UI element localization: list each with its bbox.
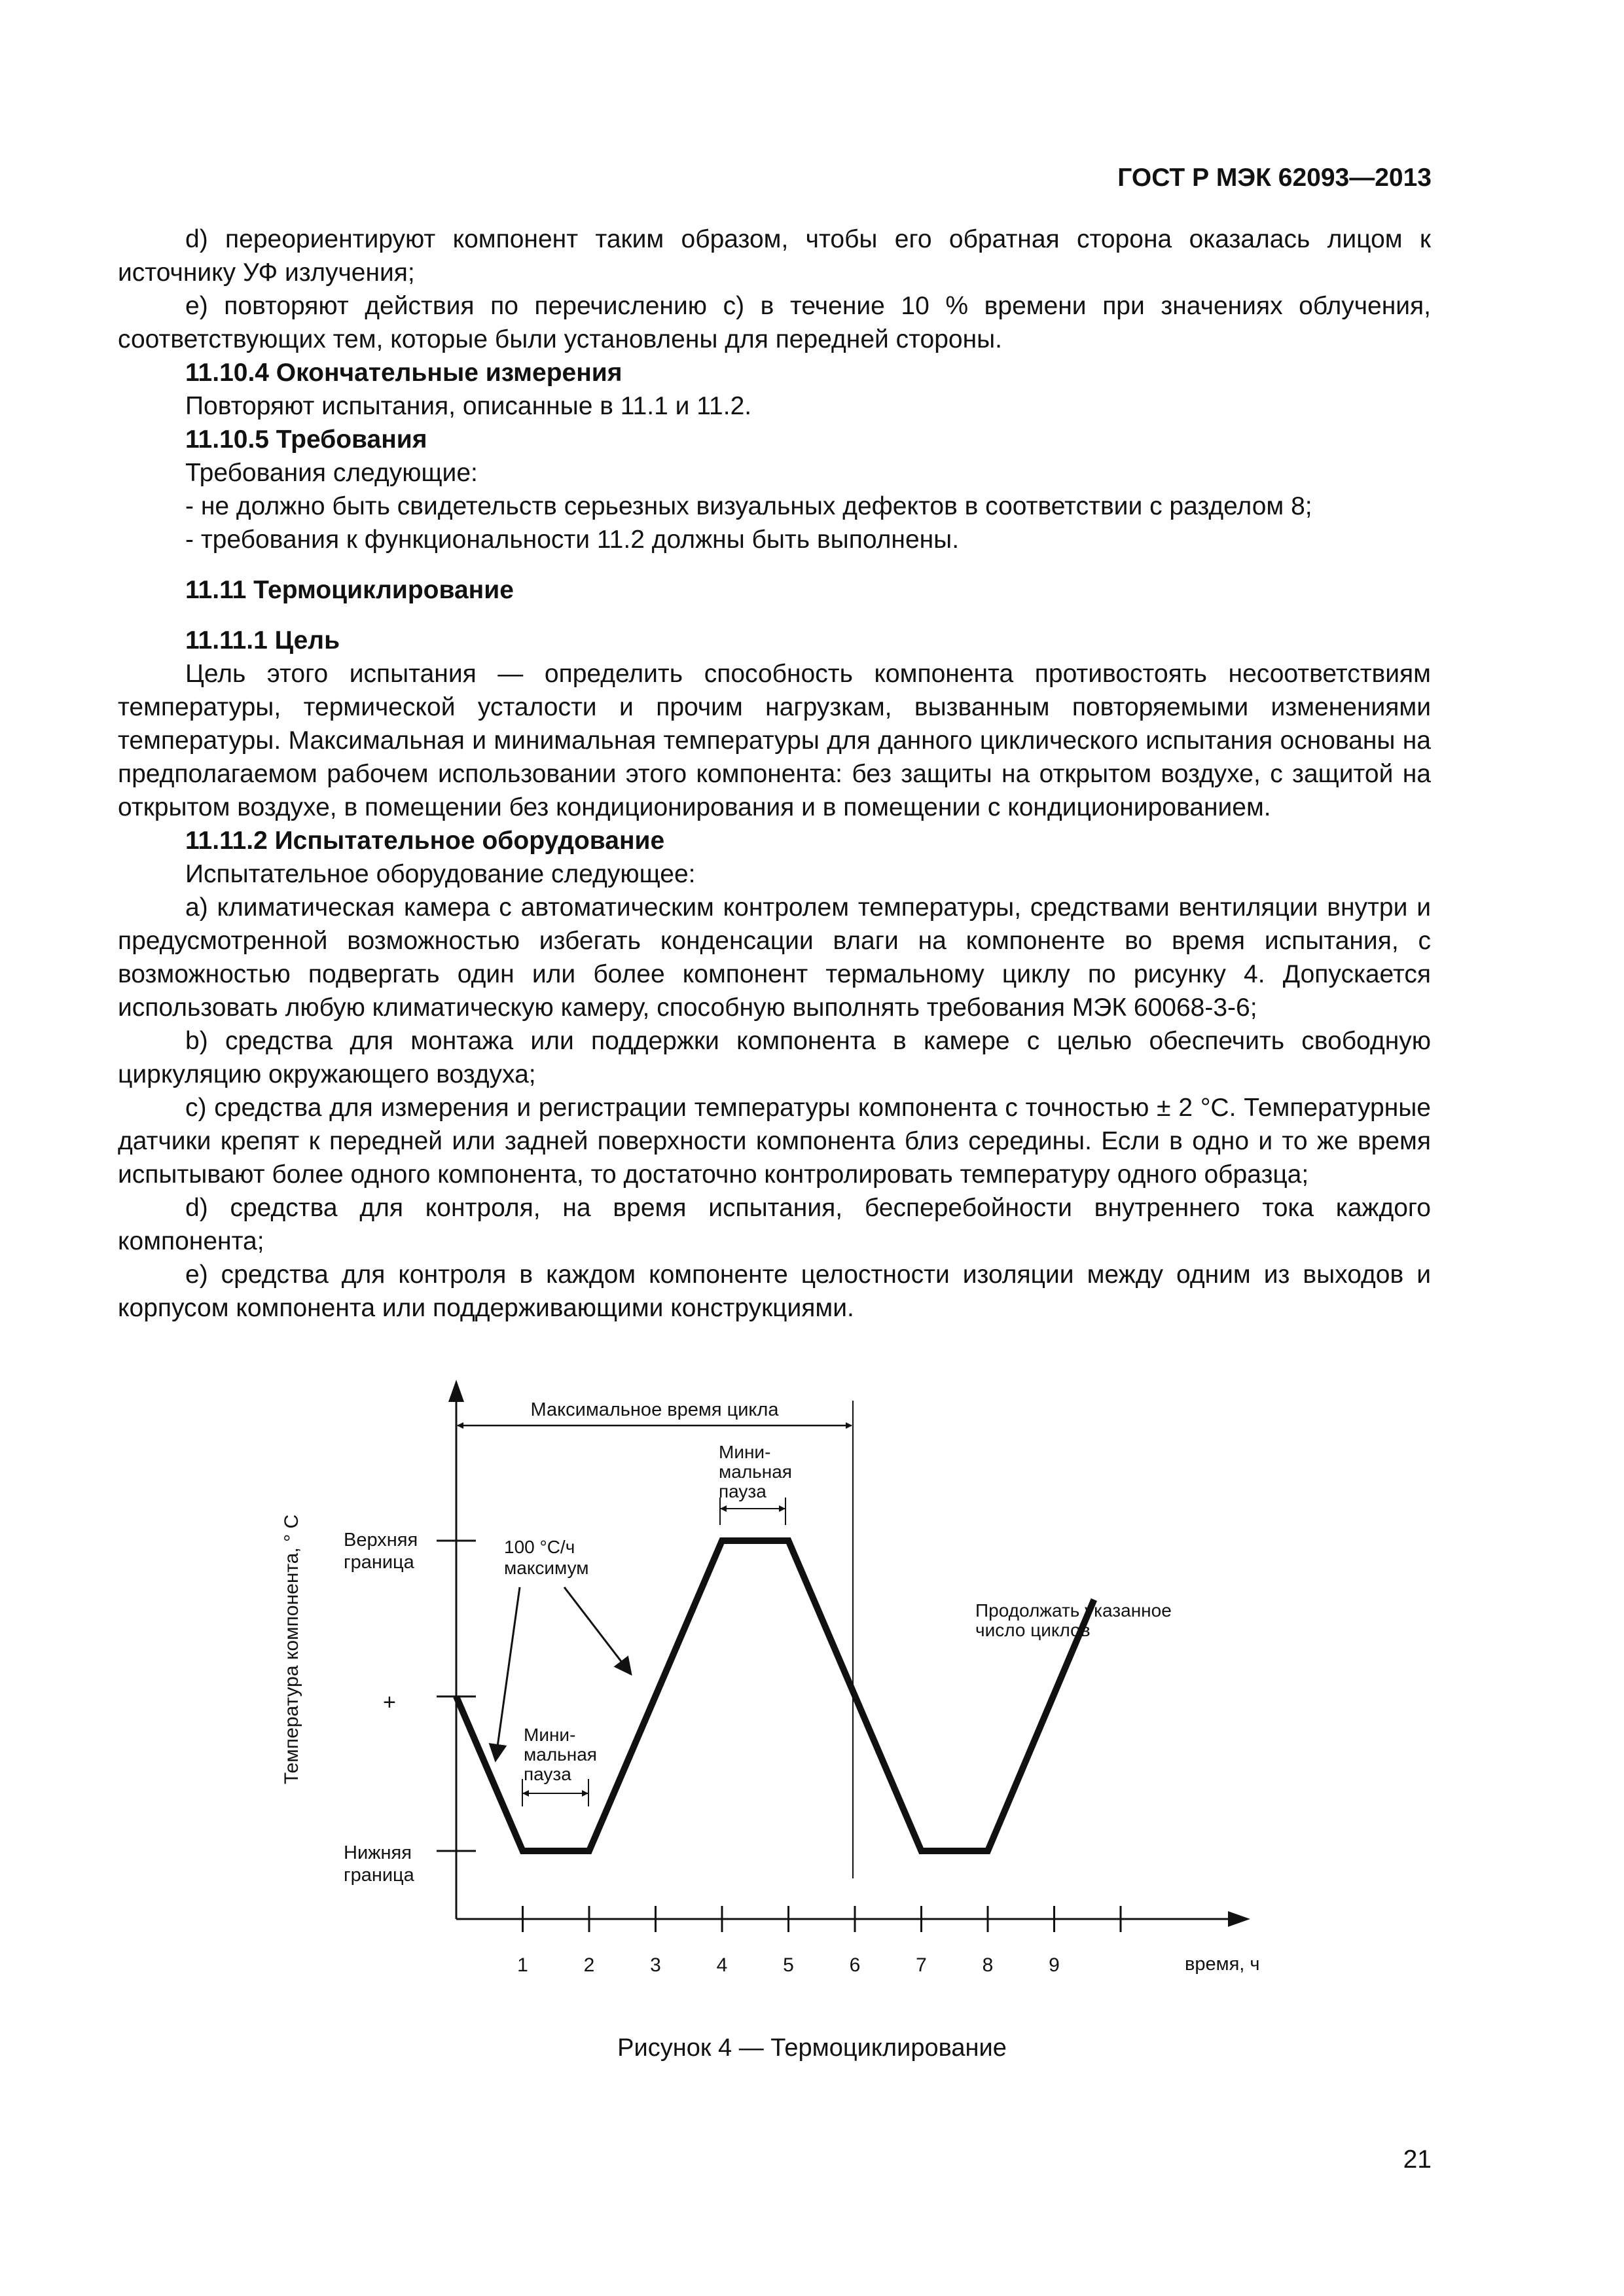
x-axis-arrow-icon bbox=[1228, 1911, 1250, 1927]
equipment-item-c: с) средства для измерения и регистрации температуры компонента с точностью ± 2 °С. Температурные датчики крепят к передней или задней поверхности компонента близ середины. Если в одно и то же время испытывают более одного компонента, то достаточно контролировать температуру одного образца; bbox=[118, 1094, 1431, 1189]
upper-limit-label-1: Верхняя bbox=[344, 1530, 418, 1551]
paragraph-final-measurements: Повторяют испытания, описанные в 11.1 и 11.2. bbox=[185, 392, 752, 420]
x-tick-label: 4 bbox=[716, 1954, 728, 1976]
top-pause-label-1: Мини- bbox=[719, 1442, 771, 1462]
heading-11-10-5: 11.10.5 Требования bbox=[185, 425, 427, 454]
bottom-pause-label-3: пауза bbox=[524, 1764, 571, 1784]
requirement-item-2: - требования к функциональности 11.2 должны быть выполнены. bbox=[185, 526, 960, 554]
rate-arrow-right bbox=[564, 1587, 631, 1674]
continue-label-1: Продолжать указанное bbox=[975, 1600, 1172, 1621]
heading-11-11: 11.11 Термоциклирование bbox=[185, 576, 514, 604]
bottom-pause-label-2: мальная bbox=[524, 1744, 597, 1765]
heading-11-11-1: 11.11.1 Цель bbox=[185, 626, 340, 655]
paragraph-equipment-intro: Испытательное оборудование следующее: bbox=[185, 860, 696, 888]
continue-label-2: число циклов bbox=[975, 1620, 1091, 1640]
x-axis-label: время, ч bbox=[1185, 1954, 1260, 1975]
equipment-item-a: а) климатическая камера с автоматическим контролем температуры, средствами вентиляции внутри и предусмотренной возможностью избегать конденсации влаги на компоненте во время испытания, с возможностью подвергать один или более компонент термальному циклу по рисунку 4. Допускается использовать любую климатическую камеру, способную выполнять требования МЭК 60068-3-6; bbox=[118, 893, 1431, 1022]
rate-arrow-down bbox=[496, 1587, 520, 1761]
rate-label-1: 100 °С/ч bbox=[504, 1537, 575, 1557]
lower-limit-label-1: Нижняя bbox=[344, 1842, 412, 1863]
paragraph-purpose: Цель этого испытания — определить способность компонента противостоять несоответствиям температуры, термической усталости и прочим нагрузкам, вызванным повторяемыми изменениями температуры. Максимальная и минимальная температуры для данного циклического испытания основаны на предполагаемом рабочем использовании этого компонента: без защиты на открытом воздухе, с защитой на открытом воздухе, в помещении без кондиционирования и в помещении с кондиционированием. bbox=[118, 660, 1431, 821]
rate-label-2: максимум bbox=[504, 1558, 589, 1578]
heading-11-10-4: 11.10.4 Окончательные измерения bbox=[185, 359, 623, 387]
top-pause-label-3: пауза bbox=[719, 1481, 767, 1501]
heading-11-11-2: 11.11.2 Испытательное оборудование bbox=[185, 827, 665, 855]
paragraph-d-uv: d) переориентируют компонент таким образом, чтобы его обратная сторона оказалась лицом к источнику УФ излучения; bbox=[118, 225, 1431, 287]
x-tick-label: 7 bbox=[916, 1954, 927, 1976]
x-tick-label: 6 bbox=[849, 1954, 861, 1976]
y-axis-arrow-icon bbox=[448, 1380, 464, 1402]
temperature-profile-line bbox=[456, 1541, 1094, 1851]
x-tick-label: 9 bbox=[1049, 1954, 1060, 1976]
plus-label: + bbox=[383, 1690, 396, 1715]
figure-caption: Рисунок 4 — Термоциклирование bbox=[617, 2034, 1007, 2062]
paragraph-e-repeat: е) повторяют действия по перечислению с) в течение 10 % времени при значениях облучения, соответствующих тем, которые были установлены для передней стороны. bbox=[118, 292, 1431, 353]
top-pause-label-2: мальная bbox=[719, 1462, 792, 1482]
x-tick-label: 1 bbox=[517, 1954, 528, 1976]
x-tick-label: 5 bbox=[783, 1954, 794, 1976]
equipment-item-d: d) средства для контроля, на время испытания, бесперебойности внутреннего тока каждого компонента; bbox=[118, 1194, 1431, 1255]
x-tick-label: 3 bbox=[650, 1954, 661, 1976]
thermal-cycling-figure bbox=[0, 1361, 1624, 2055]
x-tick-label: 2 bbox=[583, 1954, 595, 1976]
body-text bbox=[118, 223, 1431, 1325]
equipment-item-b: b) средства для монтажа или поддержки компонента в камере с целью обеспечить свободную циркуляцию окружающего воздуха; bbox=[118, 1027, 1431, 1088]
requirement-item-1: - не должно быть свидетельств серьезных визуальных дефектов в соответствии с разделом 8; bbox=[185, 492, 1312, 520]
paragraph-requirements-intro: Требования следующие: bbox=[185, 459, 478, 487]
page-number: 21 bbox=[1403, 2145, 1432, 2174]
x-tick-label: 8 bbox=[982, 1954, 994, 1976]
y-axis-label: Температура компонента, ° С bbox=[281, 1514, 302, 1785]
x-axis-ticks bbox=[517, 1906, 1121, 1976]
bottom-pause-label-1: Мини- bbox=[524, 1725, 576, 1745]
upper-limit-label-2: граница bbox=[344, 1552, 414, 1573]
document-header: ГОСТ Р МЭК 62093—2013 bbox=[1117, 164, 1432, 192]
cycle-time-label: Максимальное время цикла bbox=[530, 1399, 779, 1420]
lower-limit-label-2: граница bbox=[344, 1865, 414, 1886]
equipment-item-e: е) средства для контроля в каждом компоненте целостности изоляции между одним из выходов и корпусом компонента или поддерживающими конструкциями. bbox=[118, 1261, 1431, 1322]
